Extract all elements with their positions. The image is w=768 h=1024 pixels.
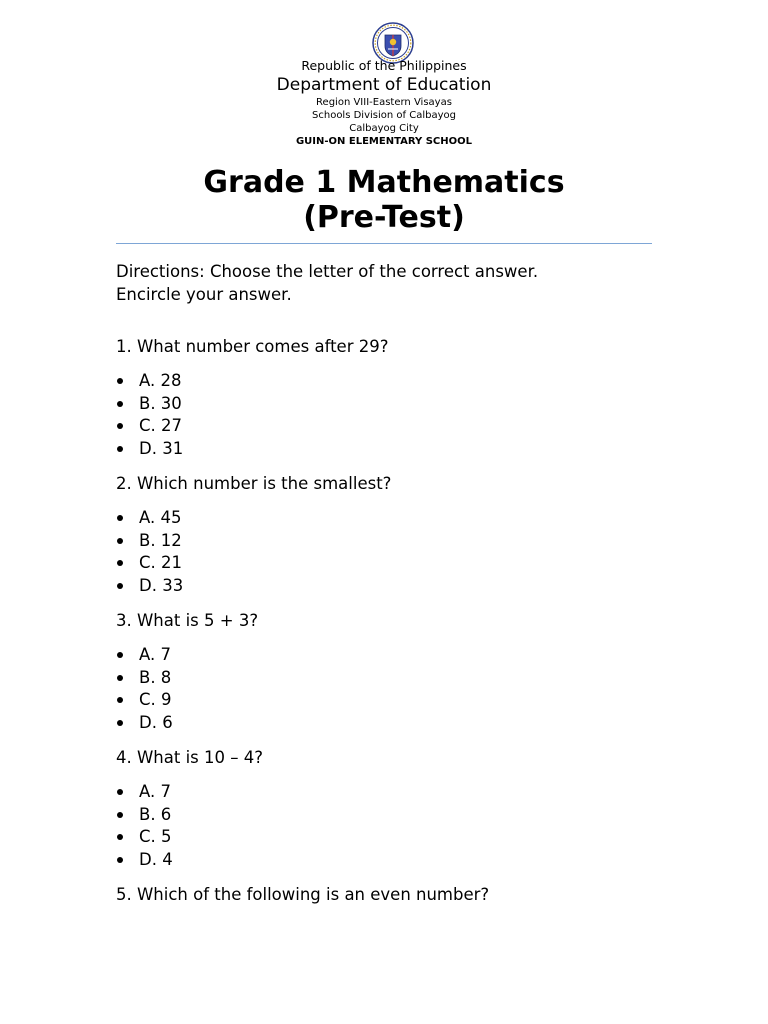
question-text: 4. What is 10 – 4? bbox=[116, 748, 264, 767]
question-text: 5. Which of the following is an even number? bbox=[116, 885, 490, 904]
bullet-icon bbox=[117, 423, 123, 429]
bullet-icon bbox=[117, 583, 123, 589]
answer-choice[interactable] bbox=[116, 849, 656, 872]
answer-choice[interactable] bbox=[116, 667, 656, 690]
answer-choice[interactable] bbox=[116, 507, 656, 530]
title-line-2: (Pre-Test) bbox=[303, 200, 465, 235]
bullet-icon bbox=[117, 857, 123, 863]
answer-choice[interactable] bbox=[116, 415, 656, 438]
choice-list bbox=[116, 370, 656, 460]
bullet-icon bbox=[117, 538, 123, 544]
answer-choice[interactable] bbox=[116, 530, 656, 553]
bullet-icon bbox=[117, 378, 123, 384]
bullet-icon bbox=[117, 560, 123, 566]
question-text: 2. Which number is the smallest? bbox=[116, 474, 392, 493]
answer-choice[interactable] bbox=[116, 644, 656, 667]
question-list bbox=[116, 335, 656, 906]
school-name: GUIN-ON ELEMENTARY SCHOOL bbox=[295, 136, 473, 147]
page-title bbox=[0, 165, 768, 235]
question-item bbox=[116, 335, 656, 460]
republic-label: Republic of the Philippines bbox=[301, 58, 467, 73]
title-divider bbox=[116, 243, 652, 244]
choice-list bbox=[116, 644, 656, 734]
answer-choice[interactable] bbox=[116, 712, 656, 735]
bullet-icon bbox=[117, 834, 123, 840]
answer-choice[interactable] bbox=[116, 689, 656, 712]
directions-text: Directions: Choose the letter of the correct answer. Encircle your answer. bbox=[116, 262, 539, 304]
bullet-icon bbox=[117, 446, 123, 452]
answer-choice[interactable] bbox=[116, 552, 656, 575]
question-item bbox=[116, 472, 656, 597]
bullet-icon bbox=[117, 812, 123, 818]
bullet-icon bbox=[117, 401, 123, 407]
question-item bbox=[116, 883, 656, 906]
answer-choice[interactable] bbox=[116, 438, 656, 461]
bullet-icon bbox=[117, 515, 123, 521]
city-label: Calbayog City bbox=[349, 123, 419, 134]
choice-label: C. 21 bbox=[139, 553, 183, 572]
question-text: 3. What is 5 + 3? bbox=[116, 611, 259, 630]
answer-choice[interactable] bbox=[116, 393, 656, 416]
choice-label: A. 28 bbox=[139, 371, 182, 390]
choice-label: B. 6 bbox=[139, 804, 172, 824]
question-text: 1. What number comes after 29? bbox=[116, 337, 389, 356]
answer-choice[interactable] bbox=[116, 781, 656, 804]
choice-label: D. 6 bbox=[139, 712, 173, 732]
bullet-icon bbox=[117, 789, 123, 795]
choice-label: D. 4 bbox=[139, 849, 173, 869]
bullet-icon bbox=[117, 652, 123, 658]
answer-choice[interactable] bbox=[116, 826, 656, 849]
choice-label: B. 30 bbox=[139, 393, 182, 413]
choice-list bbox=[116, 781, 656, 871]
bullet-icon bbox=[117, 720, 123, 726]
choice-label: D. 31 bbox=[139, 438, 184, 458]
answer-choice[interactable] bbox=[116, 575, 656, 598]
division-label: Schools Division of Calbayog bbox=[312, 110, 456, 121]
bullet-icon bbox=[117, 675, 123, 681]
department-label: Department of Education bbox=[276, 75, 492, 95]
choice-label: A. 7 bbox=[139, 645, 171, 664]
test-body bbox=[116, 260, 656, 906]
answer-choice[interactable] bbox=[116, 804, 656, 827]
region-label: Region VIII-Eastern Visayas bbox=[316, 97, 452, 108]
question-item bbox=[116, 746, 656, 871]
choice-label: C. 27 bbox=[139, 416, 183, 435]
bullet-icon bbox=[117, 697, 123, 703]
choice-list bbox=[116, 507, 656, 597]
title-line-1: Grade 1 Mathematics bbox=[203, 165, 565, 200]
choice-label: D. 33 bbox=[139, 575, 184, 595]
choice-label: A. 45 bbox=[139, 508, 182, 527]
question-item bbox=[116, 609, 656, 734]
choice-label: B. 8 bbox=[139, 667, 172, 687]
choice-label: C. 5 bbox=[139, 827, 172, 846]
choice-label: B. 12 bbox=[139, 530, 182, 550]
answer-choice[interactable] bbox=[116, 370, 656, 393]
choice-label: A. 7 bbox=[139, 782, 171, 801]
choice-label: C. 9 bbox=[139, 690, 172, 709]
